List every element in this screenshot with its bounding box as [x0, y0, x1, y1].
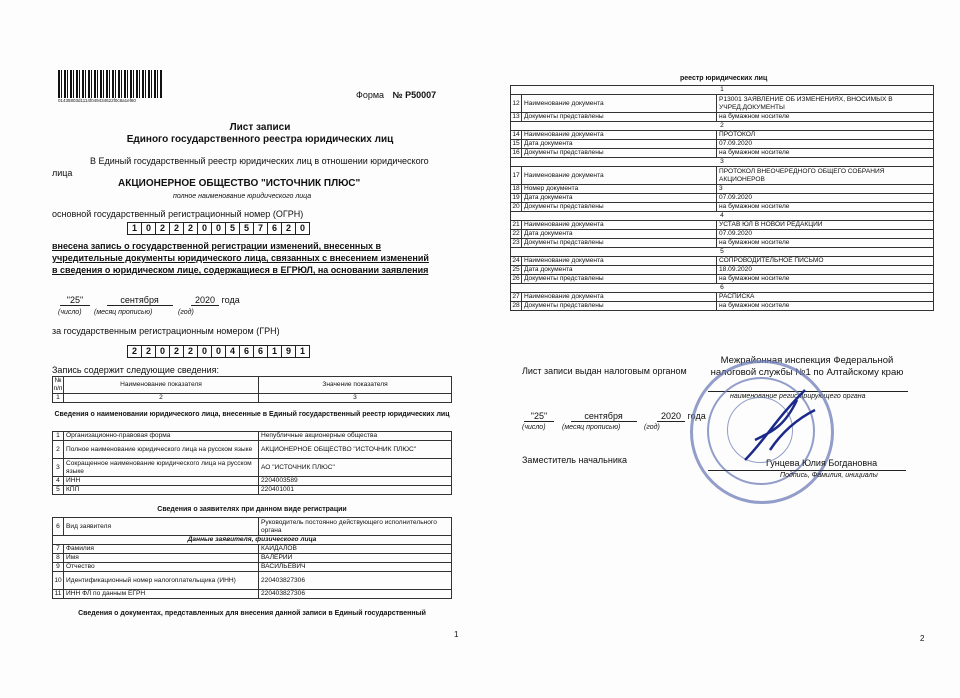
ogrn-digit: 2 [183, 222, 198, 235]
row-number: 5 [53, 486, 64, 495]
barcode [58, 70, 162, 103]
row-name: ИНН ФЛ по данным ЕГРН [64, 590, 259, 599]
row-name: Полное наименование юридического лица на русском языке [64, 441, 259, 459]
row-name: Идентификационный номер налогоплательщика (ИНН) [64, 572, 259, 590]
row-value: на бумажном носителе [717, 203, 934, 212]
row-number: 21 [512, 221, 520, 228]
row-number: 10 [53, 572, 64, 590]
grn-digit: 9 [281, 345, 296, 358]
table-row [53, 554, 452, 563]
date-caption-month: (месяц прописью) [562, 424, 621, 431]
table-row [511, 239, 934, 248]
table-row [53, 563, 452, 572]
row-name: Документы представлены [522, 239, 717, 248]
row-number: 4 [53, 477, 64, 486]
table-row [511, 95, 934, 113]
authority-caption: наименование регистрирующего органа [730, 393, 866, 400]
group-header-row [511, 284, 934, 293]
row-value: 18.09.2020 [717, 266, 934, 275]
page-number-1: 1 [454, 630, 459, 639]
row-number: 28 [512, 302, 520, 309]
row-value: 220401001 [259, 486, 452, 495]
header-number: № п/п [53, 377, 63, 392]
date-caption-day: (число) [522, 424, 546, 431]
row-number: 25 [512, 266, 520, 273]
table-row [53, 477, 452, 486]
row-number: 23 [512, 239, 520, 246]
row-value: Непубличные акционерные общества [259, 432, 452, 441]
section3-title: Сведения о документах, представленных для внесения данной записи в Единый государственный [78, 610, 426, 617]
table-row [53, 459, 452, 477]
company-caption: полное наименование юридического лица [173, 193, 312, 200]
table-row [511, 230, 934, 239]
row-number: 11 [53, 590, 64, 599]
table-row [53, 590, 452, 599]
grn-digit: 4 [225, 345, 240, 358]
row-value: 3 [717, 185, 934, 194]
row-name: Документы представлены [522, 203, 717, 212]
row-number: 12 [511, 95, 522, 113]
row-number: 2 [53, 441, 64, 459]
row-value: на бумажном носителе [717, 113, 934, 122]
row-value: СОПРОВОДИТЕЛЬНОЕ ПИСЬМО [717, 257, 934, 266]
grn-label: за государственным регистрационным номером (ГРН) [52, 326, 280, 336]
header-value: Значение показателя [259, 377, 452, 394]
section1-title: Сведения о наименовании юридического лица, внесенные в Единый государственный реестр юридических лиц [54, 411, 450, 418]
ogrn-digit: 7 [253, 222, 268, 235]
ogrn-digit: 0 [197, 222, 212, 235]
doc-title: Лист записи [229, 122, 291, 133]
issue-date [524, 411, 706, 422]
row-value: КАЙДАЛОВ [259, 545, 452, 554]
row-name: Наименование документа [522, 131, 717, 140]
row-number: 8 [53, 554, 64, 563]
row-name: Сокращенное наименование юридического лица на русском языке [64, 459, 259, 477]
signer-caption: Подпись, Фамилия, инициалы [780, 472, 878, 479]
row-name: Дата документа [522, 194, 717, 203]
ogrn-digits [128, 222, 310, 235]
row-name: Дата документа [522, 230, 717, 239]
row-number: 14 [512, 131, 520, 138]
group-header-row [511, 122, 934, 131]
row-value: 07.09.2020 [717, 140, 934, 149]
grn-digit: 6 [253, 345, 268, 358]
table-row [511, 293, 934, 302]
table-row [511, 167, 934, 185]
row-value: РАСПИСКА [717, 293, 934, 302]
ogrn-digit: 0 [211, 222, 226, 235]
table-row [511, 302, 934, 311]
row-value: на бумажном носителе [717, 275, 934, 284]
company-name: АКЦИОНЕРНОЕ ОБЩЕСТВО "ИСТОЧНИК ПЛЮС" [118, 178, 361, 189]
intro-line-2: лица [52, 168, 73, 178]
row-value: Р13001 ЗАЯВЛЕНИЕ ОБ ИЗМЕНЕНИЯХ, ВНОСИМЫХ В УЧРЕД.ДОКУМЕНТЫ [717, 95, 934, 113]
row-number: 6 [53, 518, 64, 536]
group-number: 1 [511, 86, 934, 95]
group-header-row [511, 212, 934, 221]
barcode-number: 01435803d1114f049434622f0c8a1ef60 [58, 98, 136, 103]
table-row [53, 545, 452, 554]
row-name: Наименование документа [522, 293, 717, 302]
header-col-1: 1 [53, 394, 64, 403]
row-number: 17 [511, 167, 522, 185]
header-col-2: 2 [64, 394, 259, 403]
date-caption-month: (месяц прописью) [94, 309, 153, 316]
table-row [511, 140, 934, 149]
row-value: 220403827306 [259, 572, 452, 590]
row-name: Документы представлены [522, 302, 717, 311]
entry-text: внесена запись о государственной регистрации изменений, внесенных в учредительные документы юридического лица, связанных с внесением изменений в сведения о юридическом лице, содержащиеся в ЕГРЮЛ, на основании заявления [52, 241, 429, 275]
registration-date [60, 295, 240, 306]
date-day: "25" [60, 295, 90, 306]
row-name: Номер документа [522, 185, 717, 194]
row-value: 07.09.2020 [717, 230, 934, 239]
table-row [53, 486, 452, 495]
row-value: 07.09.2020 [717, 194, 934, 203]
page-number-2: 2 [920, 634, 925, 643]
signer-name: Гунцева Юлия Богдановна [766, 458, 878, 468]
row-number: 18 [512, 185, 520, 192]
ogrn-digit: 5 [239, 222, 254, 235]
date-caption-year: (год) [644, 424, 660, 431]
row-value: Руководитель постоянно действующего исполнительного органа [259, 518, 452, 536]
grn-digit: 0 [197, 345, 212, 358]
row-name: Наименование документа [522, 221, 717, 230]
date-year: 2020 [191, 295, 219, 306]
row-number: 20 [512, 203, 520, 210]
row-number: 24 [512, 257, 520, 264]
row-value: на бумажном носителе [717, 149, 934, 158]
row-name: Отчество [64, 563, 259, 572]
form-label [356, 90, 436, 100]
form-number: № Р50007 [392, 90, 437, 100]
table-row [511, 266, 934, 275]
table-row [511, 257, 934, 266]
row-name: Документы представлены [522, 275, 717, 284]
authority-name: Межрайонная инспекция Федеральной налоговой службы №1 по Алтайскому краю [710, 355, 904, 378]
row-name: Вид заявителя [64, 518, 259, 536]
table-row [511, 203, 934, 212]
applicant-subheader: Данные заявителя, физического лица [53, 536, 452, 545]
group-header-row [511, 86, 934, 95]
ogrn-digit: 0 [141, 222, 156, 235]
table-row [511, 194, 934, 203]
registry-header: реестр юридических лиц [680, 75, 768, 82]
grn-digit: 1 [295, 345, 310, 358]
row-name: Наименование документа [522, 167, 717, 185]
row-number: 19 [512, 194, 520, 201]
row-name: Документы представлены [522, 113, 717, 122]
row-number: 22 [512, 230, 520, 237]
row-name: Наименование документа [522, 95, 717, 113]
row-value: ПРОТОКОЛ [717, 131, 934, 140]
row-number: 27 [512, 293, 520, 300]
row-name: Имя [64, 554, 259, 563]
row-value: УСТАВ ЮЛ В НОВОЙ РЕДАКЦИИ [717, 221, 934, 230]
row-value: 220403827306 [259, 590, 452, 599]
table-row [511, 185, 934, 194]
row-number: 13 [512, 113, 520, 120]
table-row [511, 113, 934, 122]
row-value: ВАЛЕРИЙ [259, 554, 452, 563]
ogrn-label: основной государственный регистрационный номер (ОГРН) [52, 209, 304, 219]
section2-title: Сведения о заявителях при данном виде регистрации [157, 506, 347, 513]
group-number: 5 [511, 248, 934, 257]
row-name: Организационно-правовая форма [64, 432, 259, 441]
row-number: 16 [512, 149, 520, 156]
date-day: "25" [524, 411, 554, 422]
grn-digit: 1 [267, 345, 282, 358]
header-col-3: 3 [259, 394, 452, 403]
doc-subtitle: Единого государственного реестра юридических лиц [126, 134, 394, 145]
date-caption-day: (число) [58, 309, 82, 316]
header-name: Наименование показателя [64, 377, 259, 394]
row-name: Дата документа [522, 140, 717, 149]
row-value: на бумажном носителе [717, 302, 934, 311]
date-year-suffix: года [687, 411, 706, 421]
section1-table [52, 431, 452, 495]
signature [735, 380, 825, 470]
main-table-header [52, 376, 452, 403]
date-year-suffix: года [221, 295, 240, 305]
grn-digit: 0 [211, 345, 226, 358]
row-value: на бумажном носителе [717, 239, 934, 248]
ogrn-digit: 2 [169, 222, 184, 235]
grn-digit: 2 [183, 345, 198, 358]
row-number: 15 [512, 140, 520, 147]
table-row [53, 572, 452, 590]
row-name: Документы представлены [522, 149, 717, 158]
row-number: 26 [512, 275, 520, 282]
row-name: ИНН [64, 477, 259, 486]
section2-table [52, 517, 452, 599]
group-number: 6 [511, 284, 934, 293]
documents-table [510, 85, 934, 311]
row-name: Наименование документа [522, 257, 717, 266]
grn-digit: 2 [169, 345, 184, 358]
table-row [53, 432, 452, 441]
row-name: Фамилия [64, 545, 259, 554]
position-label: Заместитель начальника [522, 455, 628, 465]
row-value: ВАСИЛЬЕВИЧ [259, 563, 452, 572]
form-label-text: Форма [356, 90, 385, 100]
table-row [511, 149, 934, 158]
issued-label: Лист записи выдан налоговым органом [522, 366, 687, 376]
ogrn-digit: 6 [267, 222, 282, 235]
row-number: 7 [53, 545, 64, 554]
table-row [53, 441, 452, 459]
group-header-row [511, 158, 934, 167]
grn-digits [128, 345, 310, 358]
intro-line-1: В Единый государственный реестр юридических лиц в отношении юридического [90, 156, 429, 166]
row-name: Дата документа [522, 266, 717, 275]
ogrn-digit: 0 [295, 222, 310, 235]
ogrn-digit: 2 [281, 222, 296, 235]
table-row [511, 275, 934, 284]
ogrn-digit: 1 [127, 222, 142, 235]
table-row [511, 131, 934, 140]
row-name: КПП [64, 486, 259, 495]
row-number: 3 [53, 459, 64, 477]
table-subheader [53, 536, 452, 545]
row-value: 2204003589 [259, 477, 452, 486]
grn-digit: 2 [141, 345, 156, 358]
row-number: 9 [53, 563, 64, 572]
grn-digit: 6 [239, 345, 254, 358]
ogrn-digit: 5 [225, 222, 240, 235]
date-year: 2020 [657, 411, 685, 422]
row-value: ПРОТОКОЛ ВНЕОЧЕРЕДНОГО ОБЩЕГО СОБРАНИЯ АКЦИОНЕРОВ [717, 167, 934, 185]
date-month: сентября [107, 295, 173, 306]
table-row [53, 518, 452, 536]
ogrn-digit: 2 [155, 222, 170, 235]
row-value: АО "ИСТОЧНИК ПЛЮС" [259, 459, 452, 477]
group-number: 4 [511, 212, 934, 221]
grn-digit: 0 [155, 345, 170, 358]
date-caption-year: (год) [178, 309, 194, 316]
date-month: сентября [571, 411, 637, 422]
group-number: 3 [511, 158, 934, 167]
group-number: 2 [511, 122, 934, 131]
table-row [511, 221, 934, 230]
grn-digit: 2 [127, 345, 142, 358]
row-number: 1 [53, 432, 64, 441]
group-header-row [511, 248, 934, 257]
record-contains-label: Запись содержит следующие сведения: [52, 365, 219, 375]
page-2 [480, 0, 960, 698]
row-value: АКЦИОНЕРНОЕ ОБЩЕСТВО "ИСТОЧНИК ПЛЮС" [259, 441, 452, 459]
